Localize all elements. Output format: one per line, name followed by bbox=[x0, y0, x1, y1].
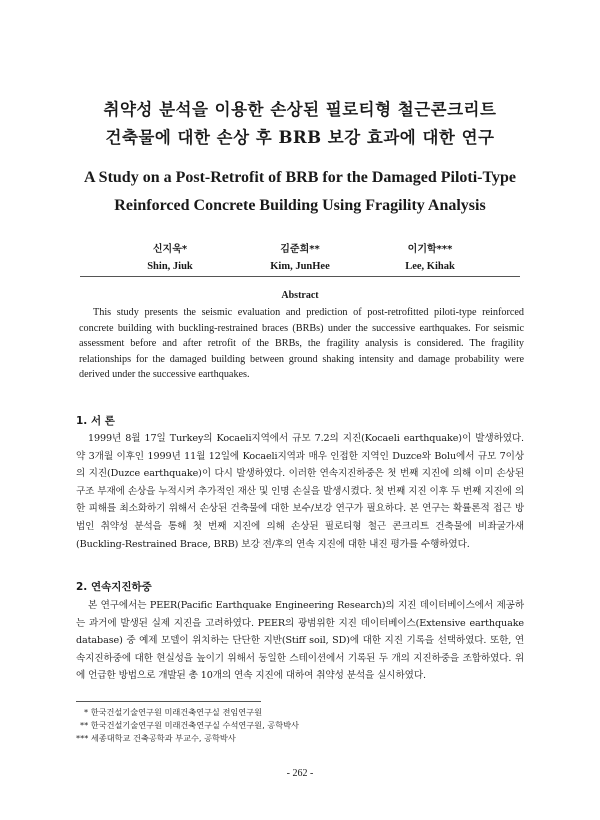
section-2-text: 본 연구에서는 PEER(Pacific Earthquake Engineering Research)의 지진 데이터베이스에서 제공하는 과거에 발생된 실제 지진을 고려하였다. PEER의 광범위한 지진 데이터베이스(Extensive earthquake database) 중 예제 모델이 위치하는 단단한 지반(Stiff soil, SD)에 대한 지진 기록을 선택하였다. 또한, 연속지진하중에 대한 현실성을 높이기 위해서 동일한 스테이션에서 기록된 두 개의 지진하중을 조합하였다. 위에 언급한 방법으로 개발된 총 10개의 연속 지진에 대하여 취약성 분석을 실시하였다. bbox=[76, 600, 524, 682]
author-divider bbox=[80, 276, 520, 277]
abstract-text: This study presents the seismic evaluation and prediction of post-retrofitted piloti-type reinforced concrete building with buckling-restrained braces (BRBs) under the successive earthquakes. For seismic assessment before and after retrofit of the BRBs, the fragility analysis is considered. The fragility relationships for the damaged building between ground shaking intensity and damage probability were derived under the successive earthquakes. bbox=[79, 307, 524, 380]
abstract-body bbox=[79, 305, 524, 383]
author-2-english-name: Kim, JunHee bbox=[270, 261, 330, 272]
author-3-english-name: Lee, Kihak bbox=[405, 261, 455, 272]
section-1-title: 1. 서 론 bbox=[76, 415, 115, 427]
section-2-title: 2. 연속지진하중 bbox=[76, 581, 152, 593]
english-title bbox=[50, 164, 550, 220]
section-1-body bbox=[76, 430, 524, 553]
footnote-divider bbox=[76, 701, 261, 702]
section-2-body bbox=[76, 597, 524, 685]
korean-title bbox=[60, 96, 540, 152]
author-2-korean-name: 김준희** bbox=[280, 244, 320, 255]
author-1 bbox=[110, 241, 230, 275]
author-list bbox=[110, 241, 490, 275]
author-3 bbox=[370, 241, 490, 275]
korean-title-line-2: 건축물에 대한 손상 후 BRB 보강 효과에 대한 연구 bbox=[105, 128, 495, 147]
korean-title-line-1: 취약성 분석을 이용한 손상된 필로티형 철근콘크리트 bbox=[103, 100, 497, 119]
author-2 bbox=[240, 241, 360, 275]
english-title-line-1: A Study on a Post-Retrofit of BRB for the Damaged Piloti-Type bbox=[84, 169, 516, 186]
page-number: - 262 - bbox=[286, 768, 314, 779]
footnote-1: * 한국건설기술연구원 미래건축연구실 전임연구원 bbox=[84, 707, 262, 717]
english-title-line-2: Reinforced Concrete Building Using Fragility Analysis bbox=[114, 197, 486, 214]
author-1-korean-name: 신지욱* bbox=[152, 244, 188, 255]
footnote-2: ** 한국건설기술연구원 미래건축연구실 수석연구원, 공학박사 bbox=[80, 720, 299, 730]
section-1-text: 1999년 8월 17일 Turkey의 Kocaeli지역에서 규모 7.2의 지진(Kocaeli earthquake)이 발생하였다. 약 3개월 이후인 1999년 11월 12일에 Kocaeli지역과 매우 인접한 지역인 Duzce와 Bolu에서 규모 7이상의 지진(Duzce earthquake)이 다시 발생하였다. 이러한 연속지진하중은 첫 번째 지진에 의해 이미 손상된 구조 부재에 손상을 누적시켜 추가적인 재산 및 인명 손실을 발생시켰다. 첫 번째 지진 이후 두 번째 지진에 의한 피해를 최소화하기 위해서 손상된 건축물에 대한 보수/보강 연구가 필요하다. 본 연구는 확률론적 접근 방법인 취약성 분석을 통해 첫 번째 지진에 의해 손상된 필로티형 철근 콘크리트 건축물에 비좌굴가새(Buckling-Restrained Brace, BRB) 보강 전/후의 연속 지진에 대한 내진 평가를 수행하였다. bbox=[76, 433, 524, 550]
footnote-3: *** 세종대학교 건축공학과 부교수, 공학박사 bbox=[76, 733, 236, 743]
footnotes bbox=[76, 706, 526, 745]
author-1-english-name: Shin, Jiuk bbox=[147, 261, 193, 272]
abstract-heading: Abstract bbox=[281, 290, 319, 301]
author-3-korean-name: 이기학*** bbox=[407, 244, 453, 255]
